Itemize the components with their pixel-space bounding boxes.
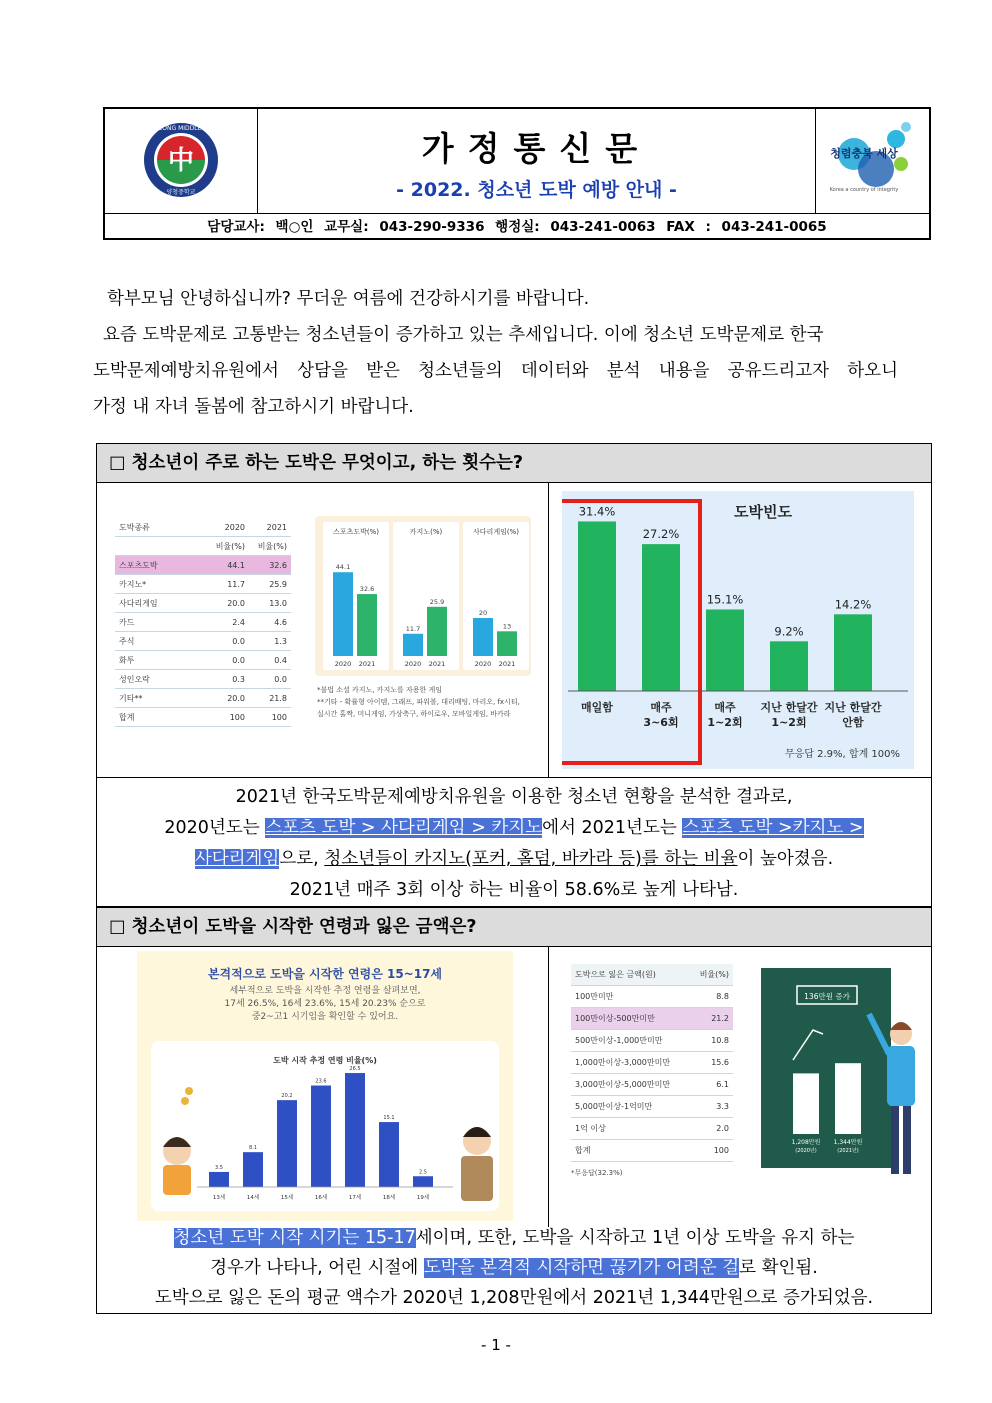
frequency-chart xyxy=(562,491,914,769)
table-row: 카지노* 11.7 25.9 xyxy=(115,575,291,594)
freq-category-label: 1~2회 xyxy=(771,716,807,729)
section1-summary xyxy=(97,782,931,906)
gambling-type-table xyxy=(115,518,291,727)
age-category-label: 18세 xyxy=(382,1195,396,1201)
casino-ratio-text: 청소년들이 카지노(포커, 홀덤, 바카라 등)를 하는 비율 xyxy=(324,849,738,869)
summary-line-2: 2020년도는 스포츠 도박 > 사다리게임 > 카지노에서 2021년도는 스포츠 도박 >카지노 > xyxy=(164,818,864,838)
freq-category-label: 지난 한달간 xyxy=(760,701,818,714)
coin-icon xyxy=(185,1087,193,1095)
section-gambling-type xyxy=(96,443,932,907)
start-age-infographic xyxy=(137,951,513,1221)
highlight-hard-to-quit: 도박을 본격적 시작하면 끊기가 어려운 걸 xyxy=(423,1258,740,1278)
small-chart-bar xyxy=(357,594,377,656)
freq-category-label: 매주 xyxy=(714,701,736,714)
small-chart-year: 2020 xyxy=(334,660,352,668)
table-header-row: 도박종류 2020 2021 xyxy=(115,518,291,537)
s2-line-3: 도박으로 잃은 돈의 평균 액수가 2020년 1,208만원에서 2021년 1,344만원으로 증가되었음. xyxy=(154,1288,874,1308)
loss-table-row: 5,000만이상-1억미만 3.3 xyxy=(571,1096,733,1118)
intro-line-2: 요즘 도박문제로 고통받는 청소년들이 증가하고 있는 추세입니다. 이에 청소년 도박문제로 한국 xyxy=(103,325,824,345)
student-left-illustration xyxy=(163,1137,191,1195)
age-bar-label: 23.6 xyxy=(315,1078,327,1085)
freq-chart-title: 도박빈도 xyxy=(734,503,792,521)
freq-bar xyxy=(578,521,616,691)
age-category-label: 16세 xyxy=(314,1195,328,1201)
small-chart-year: 2021 xyxy=(428,660,446,668)
small-chart-year: 2021 xyxy=(358,660,376,668)
board-bar-year: (2020년) xyxy=(795,1148,817,1154)
age-chart-title: 도박 시작 추정 연령 비율(%) xyxy=(273,1056,377,1065)
integrity-logo-text: 청렴충북 세상 xyxy=(830,147,898,160)
table-row: 사다리게임 20.0 13.0 xyxy=(115,594,291,613)
loss-table-row: 100만미만 8.8 xyxy=(571,986,733,1008)
loss-table-row: 100만이상-500만미만 21.2 xyxy=(571,1008,733,1030)
table-row: 주식 0.0 1.3 xyxy=(115,632,291,651)
small-chart-year: 2020 xyxy=(474,660,492,668)
small-chart-value: 44.1 xyxy=(335,563,351,572)
page-subtitle: - 2022. 청소년 도박 예방 안내 - xyxy=(396,179,677,201)
small-chart-group-label: 카지노(%) xyxy=(409,528,443,536)
highlight-start-age: 청소년 도박 시작 시기는 15-17 xyxy=(173,1228,416,1248)
small-chart-value: 32.6 xyxy=(359,585,375,594)
contact-info: 담당교사: 백○인 교무실: 043-290-9336 행정실: 043-241-0063 FAX : 043-241-0065 xyxy=(207,219,827,235)
small-chart-bar xyxy=(473,618,493,656)
table-row: 기타** 20.0 21.8 xyxy=(115,689,291,708)
small-chart-value: 13 xyxy=(502,622,512,631)
board-bar xyxy=(793,1073,819,1134)
table-row: 합계 100 100 xyxy=(115,708,291,727)
summary-line-3: 사다리게임으로, 청소년들이 카지노(포커, 홀덤, 바카라 등)를 하는 비율이 높아졌음. xyxy=(194,849,834,869)
summary-line-4: 2021년 매주 3회 이상 하는 비율이 58.6%로 높게 나타남. xyxy=(289,880,739,900)
board-bar xyxy=(835,1063,861,1134)
age-category-label: 19세 xyxy=(416,1195,430,1201)
age-bar xyxy=(209,1172,229,1187)
integrity-logo xyxy=(815,109,929,213)
loss-board-illustration xyxy=(757,964,923,1214)
age-bar-label: 20.2 xyxy=(281,1093,293,1100)
small-chart-value: 11.7 xyxy=(405,624,421,633)
small-chart-value: 20 xyxy=(478,609,488,617)
gambling-type-chart xyxy=(315,516,531,676)
age-category-label: 17세 xyxy=(348,1195,362,1201)
small-chart-year: 2021 xyxy=(498,660,516,668)
age-bar-label: 26.5 xyxy=(349,1066,361,1073)
intro-line-1: 학부모님 안녕하십니까? 무더운 여름에 건강하시기를 바랍니다. xyxy=(107,289,590,309)
age-bar-label: 8.1 xyxy=(249,1145,257,1152)
small-chart-group-label: 사다리게임(%) xyxy=(473,528,519,536)
freq-category-label: 매주 xyxy=(650,701,672,714)
loss-table-header: 도박으로 잃은 금액(원) 비율(%) xyxy=(571,964,733,986)
age-bar xyxy=(311,1086,331,1187)
logo-ring-text: YANGCHEONG MIDDLE SCHOOL xyxy=(133,125,229,132)
freq-category-label: 1~2회 xyxy=(707,716,743,729)
section2-summary xyxy=(97,1223,931,1313)
loss-amount-table xyxy=(571,964,733,1178)
table-row: 성인오락 0.3 0.0 xyxy=(115,670,291,689)
table-subheader-row: 비율(%) 비율(%) xyxy=(115,537,291,556)
logo-char: 中 xyxy=(167,146,195,176)
freq-category-label: 지난 한달간 xyxy=(824,701,882,714)
small-chart-panel xyxy=(463,522,529,670)
section-heading: □ 청소년이 주로 하는 도박은 무엇이고, 하는 횟수는? xyxy=(97,444,931,483)
age-bar xyxy=(379,1122,399,1187)
table-row: 화투 0.0 0.4 xyxy=(115,651,291,670)
small-chart-group-label: 스포츠도박(%) xyxy=(333,528,379,536)
infographic-headline: 본격적으로 도박을 시작한 연령은 15~17세 xyxy=(207,967,443,981)
table-row: 스포츠도박 44.1 32.6 xyxy=(115,556,291,575)
age-bar-label: 3.5 xyxy=(215,1164,223,1171)
age-bar xyxy=(277,1100,297,1187)
intro-line-3: 도박문제예방치유원에서 상담을 받은 청소년들의 데이터와 분석 내용을 공유드리고자 하오니 xyxy=(93,361,898,381)
infographic-desc-2: 17세 26.5%, 16세 23.6%, 15세 20.23% 순으로 xyxy=(224,999,426,1009)
freq-bar-label: 15.1% xyxy=(706,592,744,607)
freq-category-label: 3~6회 xyxy=(643,716,679,729)
s2-line-1: 청소년 도박 시작 시기는 15-17세이며, 또한, 도박을 시작하고 1년 이상 도박을 유지 하는 xyxy=(173,1228,855,1248)
coin-icon xyxy=(181,1097,189,1105)
footnote-3: 실시간 홀짝, 미니게임, 가상축구, 하이로우, 모바일게임, 바카라 xyxy=(317,710,511,718)
loss-table-row: 3,000만이상-5,000만미만 6.1 xyxy=(571,1074,733,1096)
s2-line-2: 경우가 나타나, 어린 시절에 도박을 본격적 시작하면 끊기가 어려운 걸로 확인됨. xyxy=(210,1258,818,1278)
board-bar-label: 1,344만원 xyxy=(833,1139,863,1146)
section-heading-2: □ 청소년이 도박을 시작한 연령과 잃은 금액은? xyxy=(97,908,931,947)
letter-header xyxy=(103,107,931,240)
student-right-illustration xyxy=(461,1127,493,1201)
loss-table-row: 1억 이상 2.0 xyxy=(571,1118,733,1140)
page-number: - 1 - xyxy=(481,1336,511,1354)
table-footnotes xyxy=(317,684,520,720)
age-bar-label: 2.5 xyxy=(419,1169,427,1176)
page-title: 가정통신문 xyxy=(421,129,652,168)
small-chart-year: 2020 xyxy=(404,660,422,668)
highlight-2020-order: 스포츠 도박 > 사다리게임 > 카지노 xyxy=(265,818,543,838)
footnote-1: *불법 소셜 카지노, 카지노를 자용한 게임 xyxy=(317,686,443,694)
intro-line-4: 가정 내 자녀 돌봄에 참고하시기 바랍니다. xyxy=(93,397,414,417)
loss-table-row: 500만이상-1,000만미만 10.8 xyxy=(571,1030,733,1052)
board-bar-year: (2021년) xyxy=(837,1148,859,1154)
loss-table-row: 합계 100 xyxy=(571,1140,733,1162)
callout-box xyxy=(797,986,857,1004)
small-chart-bar xyxy=(333,572,353,656)
small-chart-panel xyxy=(393,522,459,670)
age-bar xyxy=(345,1073,365,1187)
small-chart-bar xyxy=(403,634,423,656)
freq-bar xyxy=(770,641,808,691)
freq-bar-label: 14.2% xyxy=(834,597,872,612)
summary-line-1: 2021년 한국도박문제예방치유원을 이용한 청소년 현황을 분석한 결과로, xyxy=(235,787,793,807)
age-category-label: 14세 xyxy=(246,1195,260,1201)
footnote-2: **기타 - 확률형 아이템, 그래프, 파워볼, 대리배팅, 마리오, fx시티, xyxy=(317,698,520,706)
small-chart-bar xyxy=(427,607,447,656)
loss-table-row: 1,000만이상-3,000만미만 15.6 xyxy=(571,1052,733,1074)
freq-bar-label: 31.4% xyxy=(578,504,616,519)
age-bar xyxy=(413,1176,433,1187)
freq-bar-label: 9.2% xyxy=(774,624,804,639)
loss-footnote: *무응답(32.3%) xyxy=(571,1169,623,1177)
section-start-age xyxy=(96,907,932,1314)
freq-bar xyxy=(642,544,680,691)
logo-bottom-text: 양청중학교 xyxy=(166,189,196,196)
infographic-desc-3: 중2~고1 시기임을 확인할 수 있어요. xyxy=(251,1012,399,1022)
age-bar xyxy=(243,1152,263,1187)
callout-text: 136만원 증가 xyxy=(804,992,850,1001)
small-chart-bar xyxy=(497,631,517,656)
small-chart-value: 25.9 xyxy=(429,597,445,606)
freq-bar xyxy=(834,614,872,691)
small-chart-panel xyxy=(323,522,389,670)
age-bar-label: 15.1 xyxy=(383,1115,395,1122)
freq-chart-note: 무응답 2.9%, 합계 100% xyxy=(784,749,900,760)
age-category-label: 15세 xyxy=(280,1195,294,1201)
infographic-desc-1: 세부적으로 도박을 시작한 추정 연령을 살펴보면, xyxy=(229,986,421,996)
board-bar-label: 1,208만원 xyxy=(791,1139,821,1146)
integrity-logo-small: Korea a country of integrity xyxy=(829,187,899,193)
age-category-label: 13세 xyxy=(212,1195,226,1201)
freq-category-label: 매일함 xyxy=(581,701,613,714)
school-logo xyxy=(105,109,258,213)
freq-bar-label: 27.2% xyxy=(642,527,680,542)
table-row: 카드 2.4 4.6 xyxy=(115,613,291,632)
freq-category-label: 안함 xyxy=(842,716,864,729)
highlight-2021-order: 스포츠 도박 >카지노 > xyxy=(682,818,864,838)
freq-bar xyxy=(706,609,744,691)
